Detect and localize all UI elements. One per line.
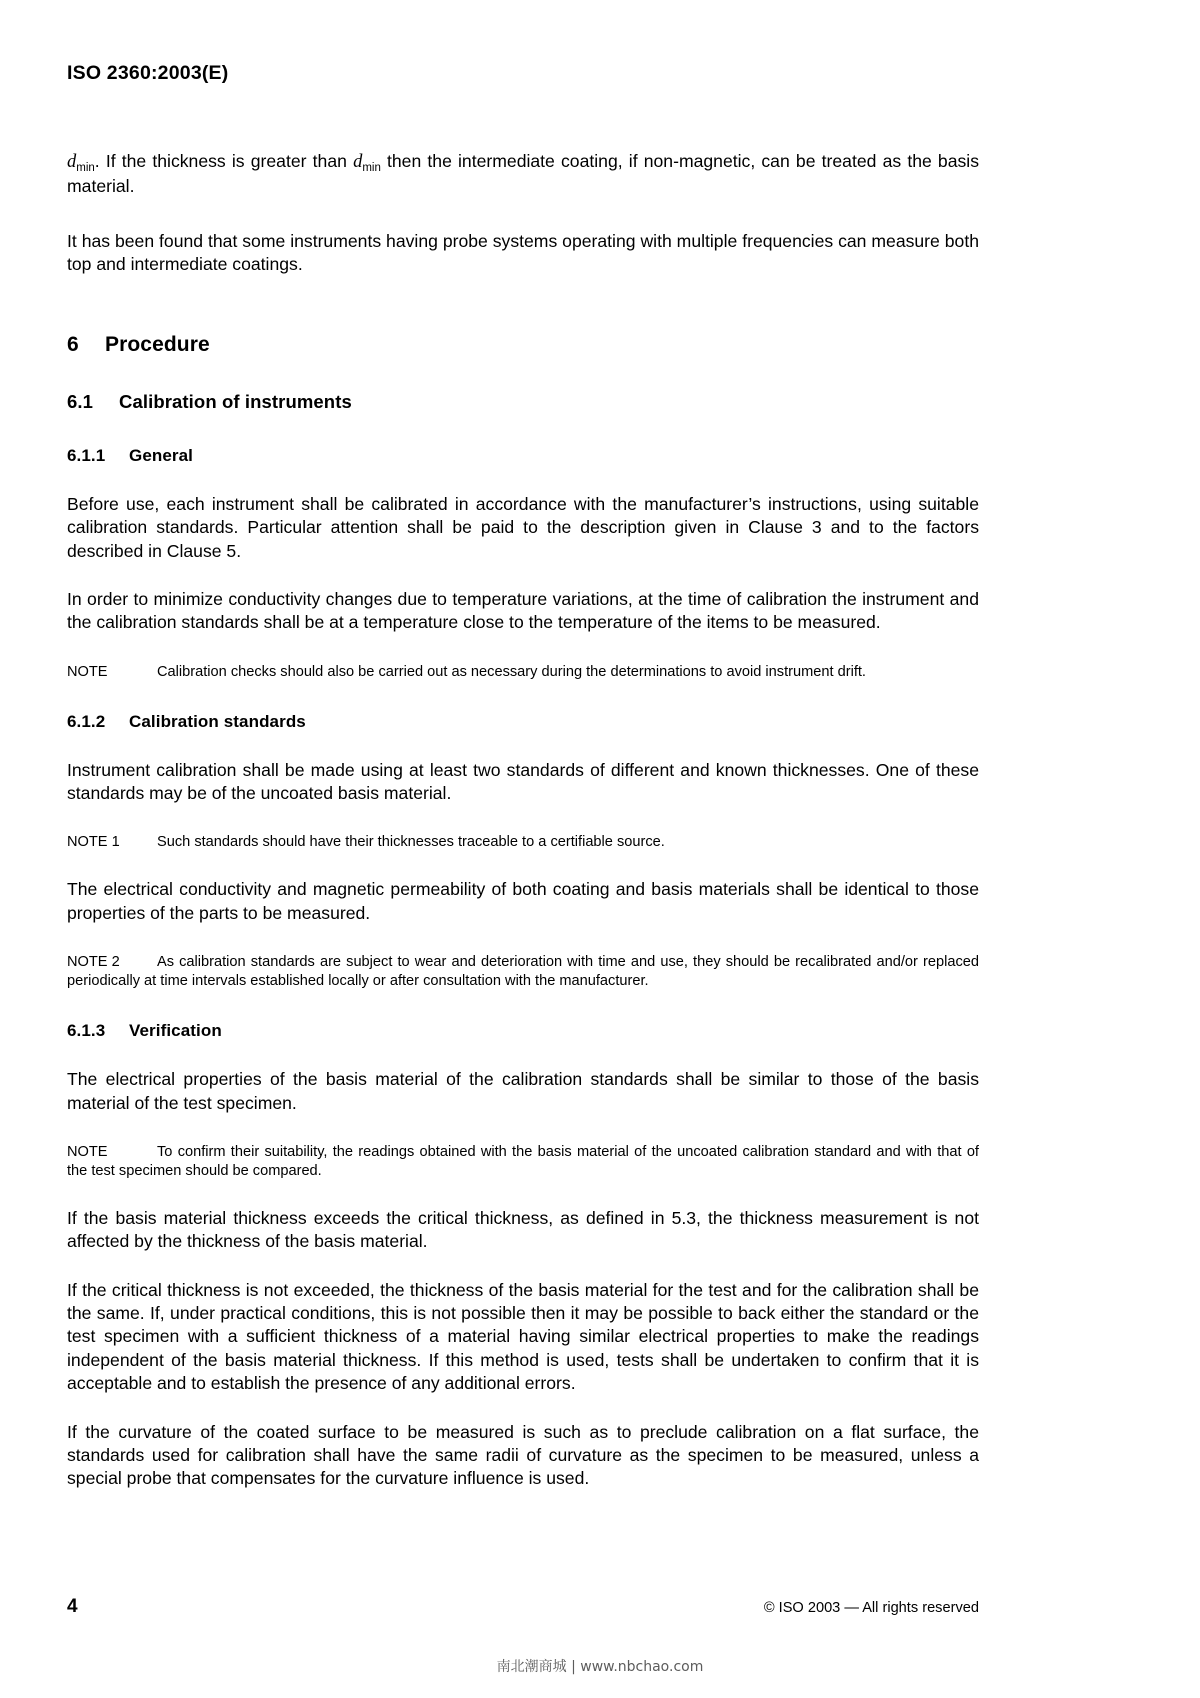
heading-clause-6-number: 6 — [67, 332, 79, 356]
note-1-text: Such standards should have their thicknesses traceable to a certifiable source. — [157, 834, 665, 851]
paragraph-dmin-intro — [67, 150, 979, 198]
variable-dmin-1-subscript: min — [76, 162, 95, 174]
copyright-notice: © ISO 2003 — All rights reserved — [763, 1600, 979, 1616]
heading-clause-6-1-2 — [67, 712, 979, 732]
note-2 — [67, 953, 979, 991]
heading-clause-6-1-1 — [67, 446, 979, 466]
paragraph-613-1: The electrical properties of the basis material of the calibration standards shall be similar to those of the basis material of the test specimen. — [67, 1069, 979, 1113]
note-613 — [67, 1143, 979, 1181]
page-number: 4 — [67, 1596, 78, 1617]
heading-clause-6-1-3-number: 6.1.3 — [67, 1021, 106, 1041]
page-footer — [67, 1596, 979, 1618]
note-613-text: To confirm their suitability, the readings obtained with the basis material of the uncoated calibration standard and with that of the test specimen should be compared. — [67, 1143, 979, 1179]
note-1 — [67, 833, 979, 852]
variable-dmin-2-subscript: min — [362, 162, 381, 174]
heading-clause-6-title: Procedure — [105, 332, 210, 356]
variable-dmin-1 — [67, 152, 95, 172]
paragraph-dmin-intro-text-a: . If the thickness is greater than — [94, 151, 354, 171]
note-613-label: NOTE — [67, 1143, 108, 1160]
heading-clause-6-1-3 — [67, 1021, 979, 1041]
heading-clause-6-1-1-number: 6.1.1 — [67, 445, 106, 465]
paragraph-613-4: If the curvature of the coated surface to be measured is such as to preclude calibration on a flat surface, the standards used for calibration shall have the same radii of curvature as the specimen to be measured, unless a special probe that compensates for the curvature influence is used. — [67, 1421, 979, 1489]
page-content — [67, 0, 979, 1491]
paragraph-611-2: In order to minimize conductivity changes due to temperature variations, at the time of calibration the instrument and the calibration standards shall be at a temperature close to the temperature of the items to be measured. — [67, 588, 979, 633]
heading-clause-6-1-3-title: Verification — [129, 1021, 222, 1041]
note-1-label: NOTE 1 — [67, 834, 120, 851]
heading-clause-6-1-1-title: General — [129, 445, 194, 465]
paragraph-613-2: If the basis material thickness exceeds the critical thickness, as defined in 5.3, the thickness measurement is not affected by the thickness of the basis material. — [67, 1207, 979, 1252]
note-611-label: NOTE — [67, 663, 108, 680]
paragraph-613-3: If the critical thickness is not exceeded, the thickness of the basis material for the test and for the calibration shall be the same. If, under practical conditions, this is not possible then it may be possible to back either the standard or the test specimen with a sufficient thickness of a material having similar electrical properties to make the readings independent of the basis material thickness. If this method is used, tests shall be undertaken to confirm that it is acceptable and to establish the presence of any additional errors. — [67, 1279, 979, 1394]
variable-dmin-1-symbol: d — [67, 152, 77, 172]
heading-clause-6-1-2-title: Calibration standards — [129, 711, 306, 731]
paragraph-612-1: Instrument calibration shall be made using at least two standards of different and known thicknesses. One of these standards may be of the uncoated basis material. — [67, 759, 979, 804]
note-2-text: As calibration standards are subject to wear and deterioration with time and use, they should be recalibrated and/or replaced periodically at time intervals established locally or after consultation with the manufacturer. — [67, 954, 979, 990]
heading-clause-6-1-2-number: 6.1.2 — [67, 711, 106, 731]
variable-dmin-2 — [353, 152, 381, 172]
heading-clause-6 — [67, 333, 979, 357]
paragraph-multifrequency: It has been found that some instruments having probe systems operating with multiple frequencies can measure both top and intermediate coatings. — [67, 230, 979, 275]
paragraph-612-2: The electrical conductivity and magnetic permeability of both coating and basis materials shall be identical to those properties of the parts to be measured. — [67, 879, 979, 923]
paragraph-611-1: Before use, each instrument shall be calibrated in accordance with the manufacturer’s instructions, using suitable calibration standards. Particular attention shall be paid to the description given in Clause 3 and to the factors described in Clause 5. — [67, 493, 979, 561]
note-611 — [67, 663, 979, 682]
heading-clause-6-1-title: Calibration of instruments — [119, 390, 352, 412]
note-611-text: Calibration checks should also be carried out as necessary during the determinations to avoid instrument drift. — [157, 663, 866, 680]
variable-dmin-2-symbol: d — [353, 152, 363, 172]
running-header: ISO 2360:2003(E) — [67, 62, 229, 84]
watermark: 南北潮商城 | www.nbchao.com — [496, 1659, 704, 1675]
heading-clause-6-1-number: 6.1 — [67, 390, 94, 412]
heading-clause-6-1 — [67, 391, 979, 413]
paragraph-dmin-intro-text-b: then the intermediate coating, if non-magnetic, can be treated as the basis material. — [67, 151, 980, 196]
note-2-label: NOTE 2 — [67, 954, 120, 971]
